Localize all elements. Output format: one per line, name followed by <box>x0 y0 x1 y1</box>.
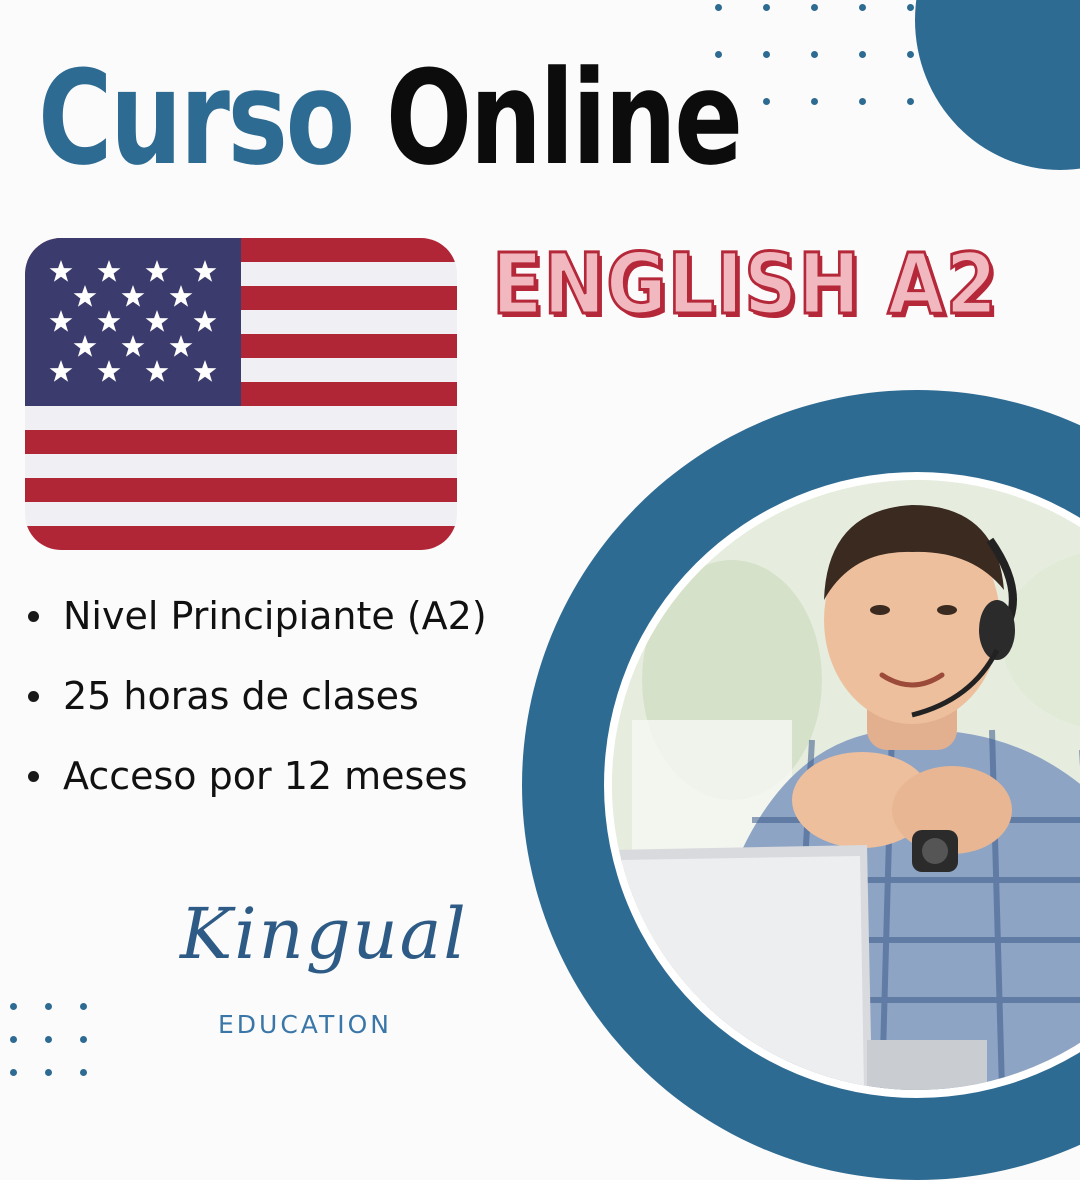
title-word-online: Online <box>385 42 741 194</box>
brand-logo-script: Kingual <box>180 893 468 975</box>
bullet-icon <box>28 611 39 622</box>
feature-list <box>28 596 487 836</box>
flag-stars <box>25 238 241 406</box>
feature-text: Acceso por 12 meses <box>63 754 468 798</box>
course-subtitle: ENGLISH A2 <box>492 235 998 333</box>
decorative-dots-bottom <box>10 1003 87 1076</box>
feature-item <box>28 596 487 636</box>
flag-canton <box>25 238 241 406</box>
feature-item <box>28 756 487 796</box>
feature-item <box>28 676 487 716</box>
us-flag-image <box>25 238 457 550</box>
title-word-curso: Curso <box>38 42 353 194</box>
bullet-icon <box>28 771 39 782</box>
corner-circle-decoration <box>915 0 1080 170</box>
bullet-icon <box>28 691 39 702</box>
page-title <box>38 38 741 198</box>
brand-logo-subtext: EDUCATION <box>218 1010 392 1039</box>
decorative-dots-top <box>715 4 914 105</box>
feature-text: 25 horas de clases <box>63 674 419 718</box>
feature-text: Nivel Principiante (A2) <box>63 594 487 638</box>
